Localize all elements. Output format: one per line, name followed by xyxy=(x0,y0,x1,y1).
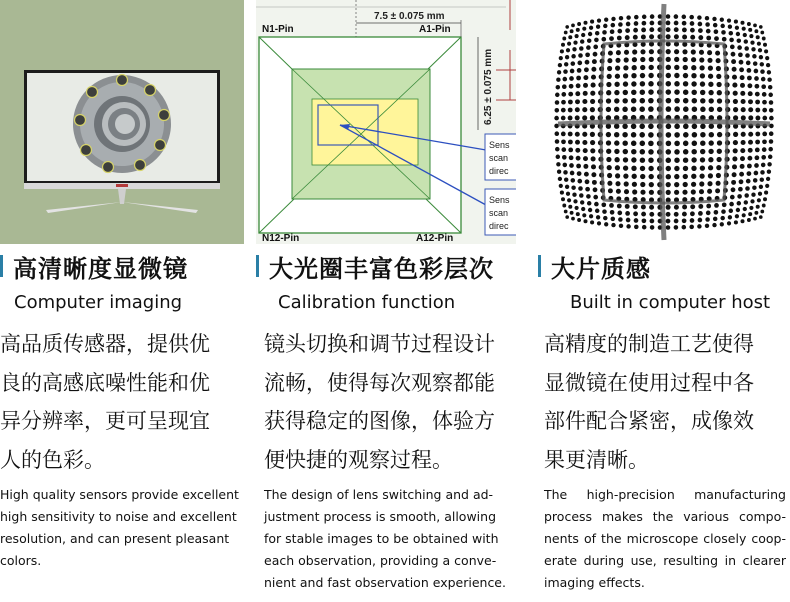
feature-heading xyxy=(0,251,188,281)
accent-bar xyxy=(538,255,541,277)
svg-text:direc: direc xyxy=(489,221,509,231)
svg-text:direc: direc xyxy=(489,166,509,176)
feature-description-cn: 高精度的制造工艺使得 显微镜在使用过程中各 部件配合紧密，成像效 果更清晰。 xyxy=(544,332,754,472)
svg-text:scan: scan xyxy=(489,208,509,218)
feature-column-calibration xyxy=(256,0,516,602)
feature-description-cn: 镜头切换和调节过程设计 流畅，使得每次观察都能 获得稳定的图像，体验方 便快捷的观察过程。 xyxy=(264,332,495,472)
dot-grid-distortion-icon xyxy=(538,0,790,244)
svg-text:N1-Pin: N1-Pin xyxy=(262,24,294,35)
svg-text:6.25 ± 0.075 mm: 6.25 ± 0.075 mm xyxy=(483,48,494,125)
feature-description-en: High quality sensors provide excellent high sensitivity to noise and excellent resolution, and can present pleasant colors. xyxy=(0,487,239,568)
feature-heading xyxy=(256,251,494,281)
svg-text:Sens: Sens xyxy=(489,140,510,150)
svg-text:7.5 ± 0.075 mm: 7.5 ± 0.075 mm xyxy=(374,11,445,22)
feature-subtitle: Computer imaging xyxy=(14,292,183,313)
svg-text:N12-Pin: N12-Pin xyxy=(262,233,300,244)
feature-title: 大光圈丰富色彩层次 xyxy=(269,254,494,283)
svg-text:scan: scan xyxy=(489,153,509,163)
feature-description-en: The design of lens switching and ad- justment process is smooth, allowing for stable images to be obtained with each observation, providing a conve- nient and fast observation experience. xyxy=(264,487,506,590)
feature-title: 高清晰度显微镜 xyxy=(13,254,188,283)
feature-column-imaging xyxy=(0,0,244,602)
svg-text:A12-Pin: A12-Pin xyxy=(416,233,454,244)
feature-description-cn: 高品质传感器，提供优 良的高感底噪性能和优 异分辨率，更可呈现宜 人的色彩。 xyxy=(0,332,210,472)
svg-text:A1-Pin: A1-Pin xyxy=(419,24,451,35)
feature-subtitle: Calibration function xyxy=(278,292,456,313)
monitor-with-flange-icon xyxy=(0,0,244,244)
svg-text:Sens: Sens xyxy=(489,195,510,205)
feature-description-en: The high-precision manufacturing process makes the various compo- nents of the microscope closely coop- erate during use, resulting in clearer imaging effects. xyxy=(544,487,786,590)
feature-title: 大片质感 xyxy=(551,254,651,283)
sensor-diagram-icon xyxy=(256,0,516,244)
feature-subtitle: Built in computer host xyxy=(570,292,771,313)
feature-heading xyxy=(538,251,651,281)
accent-bar xyxy=(0,255,3,277)
accent-bar xyxy=(256,255,259,277)
feature-column-texture xyxy=(538,0,790,602)
